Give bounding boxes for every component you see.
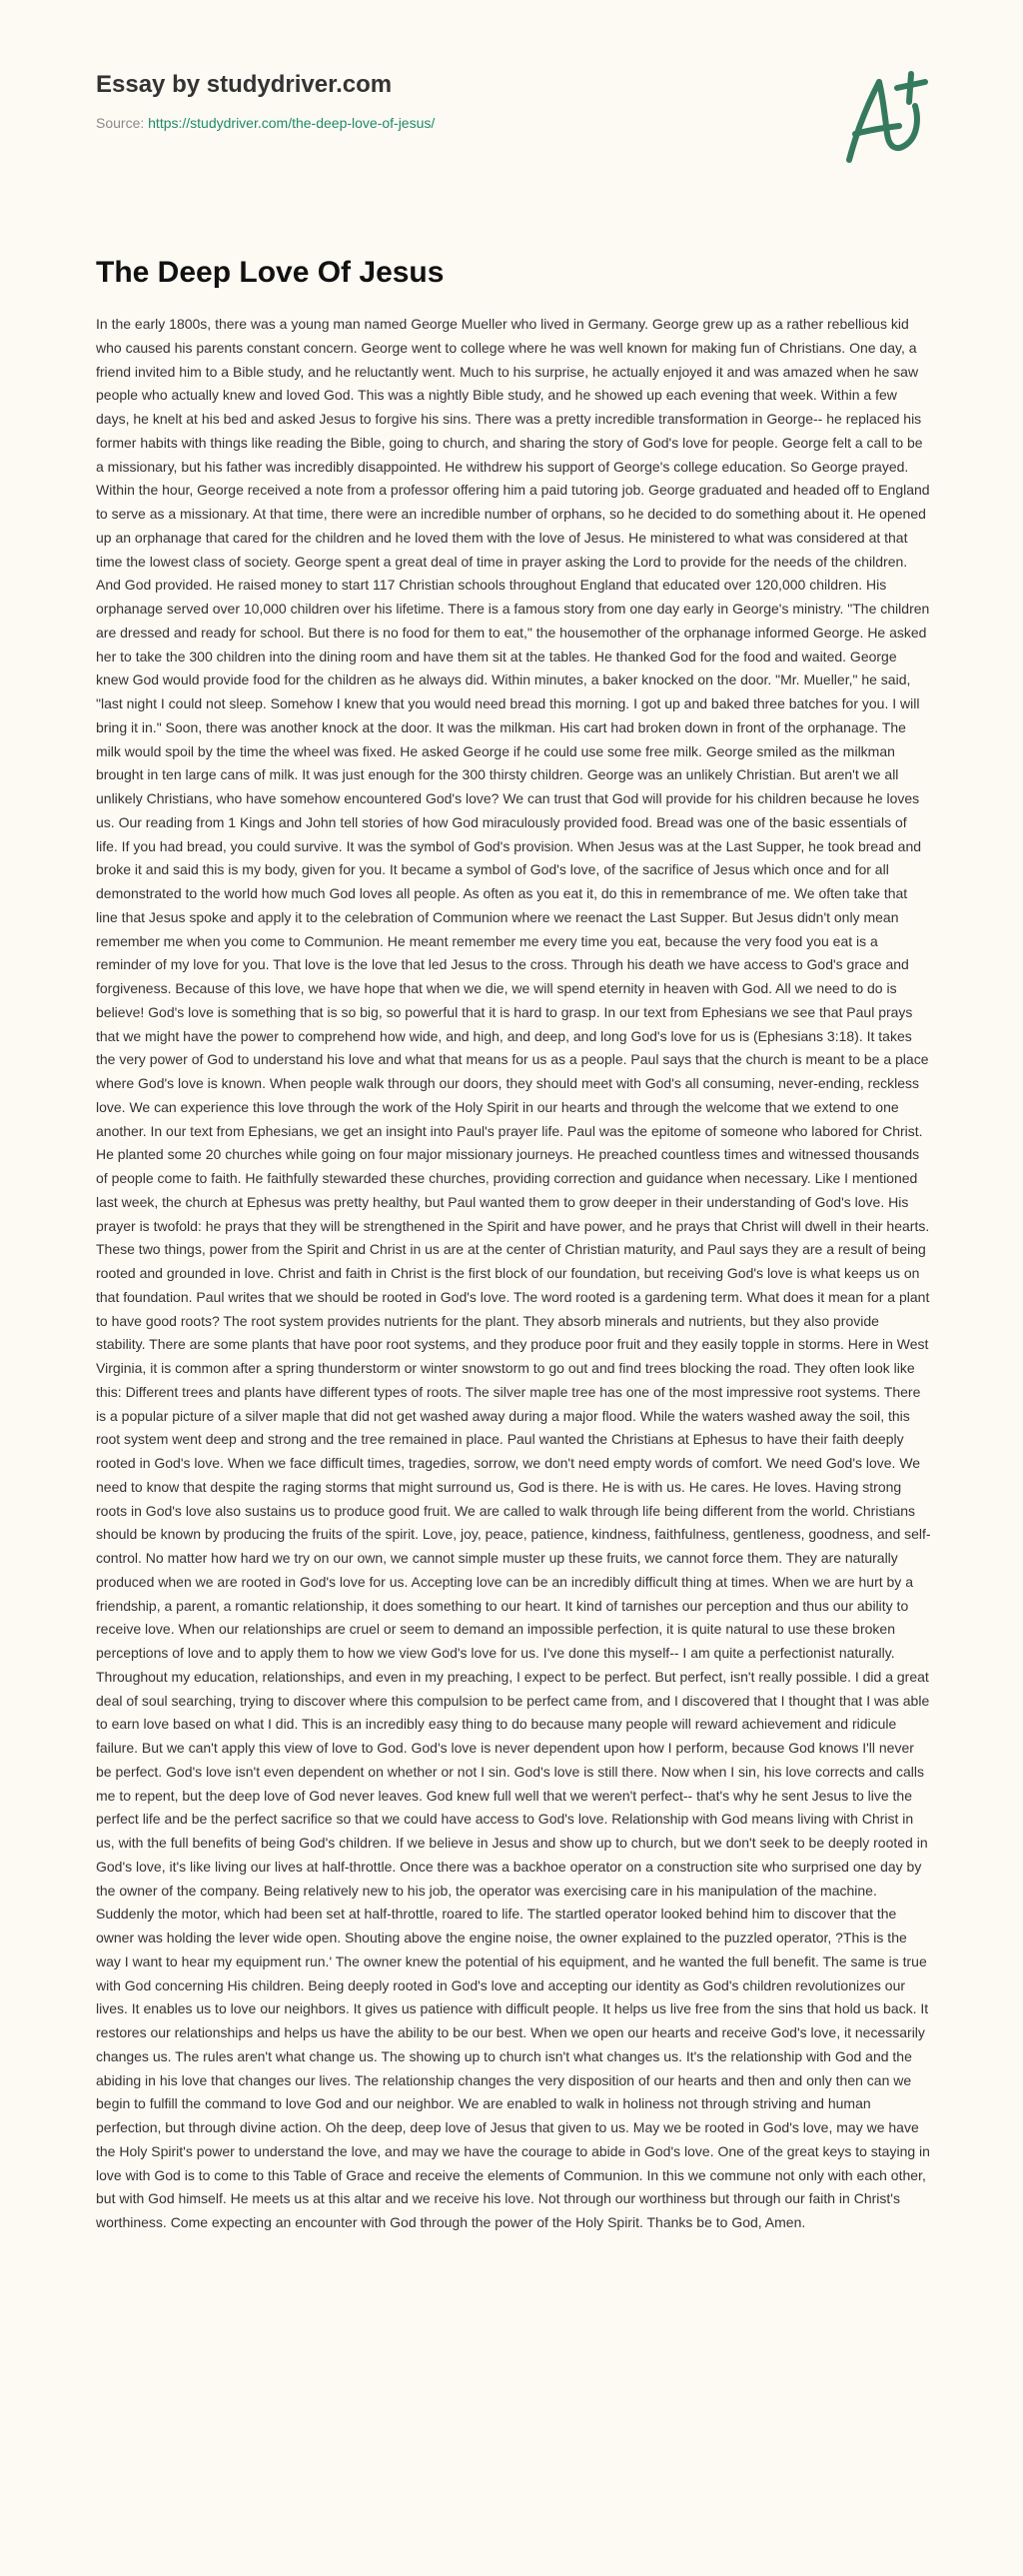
source-link[interactable]: https://studydriver.com/the-deep-love-of-jesus/ — [148, 115, 436, 131]
page-header — [96, 70, 925, 132]
essay-title: The Deep Love Of Jesus — [96, 256, 445, 289]
brand-title: Essay by studydriver.com — [96, 71, 393, 98]
essay-body: In the early 1800s, there was a young man named George Mueller who lived in Germany. George grew up as a rather rebellious kid who caused his parents constant concern. George went to college where he was well known for making fun of Christians. One day, a friend invited him to a Bible study, and he reluctantly went. Much to his surprise, he actually enjoyed it and was amazed when he saw people who actually knew and loved God. This was a nightly Bible study, and he showed up each evening that week. Within a few days, he knelt at his bed and asked Jesus to forgive his sins. There was a pretty incredible transformation in George-- he replaced his former habits with things like reading the Bible, going to church, and sharing the story of God's love for people. George felt a call to be a missionary, but his father was incredibly disappointed. He withdrew his support of George's college education. So George prayed. Within the hour, George received a note from a professor offering him a paid tutoring job. George graduated and headed off to England to serve as a missionary. At that time, there were an incredible number of orphans, so he decided to do something about it. He opened up an orphanage that cared for the children and he loved them with the love of Jesus. He ministered to what was considered at that time the lowest class of society. George spent a great deal of time in prayer asking the Lord to provide for the needs of the children. And God provided. He raised money to start 117 Christian schools throughout England that educated over 120,000 children. His orphanage served over 10,000 children over his lifetime. There is a famous story from one day early in George's ministry. "The children are dressed and ready for school. But there is no food for them to eat," the housemother of the orphanage informed George. He asked her to take the 300 children into the dining room and have them sit at the tables. He thanked God for the food and waited. George knew God would provide food for the children as he always did. Within minutes, a baker knocked on the door. "Mr. Mueller," he said, "last night I could not sleep. Somehow I knew that you would need bread this morning. I got up and baked three batches for you. I will bring it in." Soon, there was another knock at the door. It was the milkman. His cart had broken down in front of the orphanage. The milk would spoil by the time the wheel was fixed. He asked George if he could use some free milk. George smiled as the milkman brought in ten large cans of milk. It was just enough for the 300 thirsty children. George was an unlikely Christian. But aren't we all unlikely Christians, who have somehow encountered God's love? We can trust that God will provide for his children because he loves us. Our reading from 1 Kings and John tell stories of how God miraculously provided food. Bread was one of the basic essentials of life. If you had bread, you could survive. It was the symbol of God's provision. When Jesus was at the Last Supper, he took bread and broke it and said this is my body, given for you. It became a symbol of God's love, of the sacrifice of Jesus which once and for all demonstrated to the world how much God loves all people. As often as you eat it, do this in remembrance of me. We often take that line that Jesus spoke and apply it to the celebration of Communion where we reenact the Last Supper. But Jesus didn't only mean remember me when you come to Communion. He meant remember me every time you eat, because the very food you eat is a reminder of my love for you. That love is the love that led Jesus to the cross. Through his death we have access to God's grace and forgiveness. Because of this love, we have hope that when we die, we will spend eternity in heaven with God. All we need to do is believe! God's love is something that is so big, so powerful that it is hard to grasp. In our text from Ephesians we see that Paul prays that we might have the power to comprehend how wide, and high, and deep, and long God's love for us is (Ephesians 3:18). It takes the very power of God to understand his love and what that means for us as a people. Paul says that the church is meant to be a place where God's love is known. When people walk through our doors, they should meet with God's all consuming, never-ending, reckless love. We can experience this love through the work of the Holy Spirit in our hearts and through the welcome that we extend to one another. In our text from Ephesians, we get an insight into Paul's prayer life. Paul was the epitome of someone who labored for Christ. He planted some 20 churches while going on four major missionary journeys. He preached countless times and witnessed thousands of people come to faith. He faithfully stewarded these churches, providing correction and guidance when necessary. Like I mentioned last week, the church at Ephesus was pretty healthy, but Paul wanted them to grow deeper in their understanding of God's love. His prayer is twofold: he prays that they will be strengthened in the Spirit and have power, and he prays that Christ will dwell in their hearts. These two things, power from the Spirit and Christ in us are at the center of Christian maturity, and Paul says they are a result of being rooted and grounded in love. Christ and faith in Christ is the first block of our foundation, but receiving God's love is what keeps us on that foundation. Paul writes that we should be rooted in God's love. The word rooted is a gardening term. What does it mean for a plant to have good roots? The root system provides nutrients for the plant. They absorb minerals and nutrients, but they also provide stability. There are some plants that have poor root systems, and they produce poor fruit and they easily topple in storms. Here in West Virginia, it is common after a spring thunderstorm or winter snowstorm to go out and find trees blocking the road. They often look like this: Different trees and plants have different types of roots. The silver maple tree has one of the most impressive root systems. There is a popular picture of a silver maple that did not get washed away during a major flood. While the waters washed away the soil, this root system went deep and strong and the tree remained in place. Paul wanted the Christians at Ephesus to have their faith deeply rooted in God's love. When we face difficult times, tragedies, sorrow, we don't need empty words of comfort. We need God's love. We need to know that despite the raging storms that might surround us, God is there. He is with us. He cares. He loves. Having strong roots in God's love also sustains us to produce good fruit. We are called to walk through life being different from the world. Christians should be known by producing the fruits of the spirit. Love, joy, peace, patience, kindness, faithfulness, gentleness, goodness, and self-control. No matter how hard we try on our own, we cannot simple muster up these fruits, we cannot force them. They are naturally produced when we are rooted in God's love for us. Accepting love can be an incredibly difficult thing at times. When we are hurt by a friendship, a parent, a romantic relationship, it does something to our heart. It kind of tarnishes our perception and thus our ability to receive love. When our relationships are cruel or seem to demand an impossible perfection, it is quite natural to use these broken perceptions of love and to apply them to how we view God's love for us. I've done this myself-- I am quite a perfectionist naturally. Throughout my education, relationships, and even in my preaching, I expect to be perfect. But perfect, isn't really possible. I did a great deal of soul searching, trying to discover where this compulsion to be perfect came from, and I discovered that I thought that I was able to earn love based on what I did. This is an incredibly easy thing to do because many people will reward achievement and ridicule failure. But we can't apply this view of love to God. God's love is never dependent upon how I perform, because God knows I'll never be perfect. God's love isn't even dependent on whether or not I sin. God's love is still there. Now when I sin, his love corrects and calls me to repent, but the deep love of God never leaves. God knew full well that we weren't perfect-- that's why he sent Jesus to live the perfect life and be the perfect sacrifice so that we could have access to God's love. Relationship with God means living with Christ in us, with the full benefits of being God's children. If we believe in Jesus and show up to church, but we don't seek to be deeply rooted in God's love, it's like living our lives at half-throttle. Once there was a backhoe operator on a construction site who surprised one day by the owner of the company. Being relatively new to his job, the operator was exercising care in his manipulation of the machine. Suddenly the motor, which had been set at half-throttle, roared to life. The startled operator looked behind him to discover that the owner was holding the lever wide open. Shouting above the engine noise, the owner explained to the puzzled operator, ?This is the way I want to hear my equipment run.' The owner knew the potential of his equipment, and he wanted the full benefit. The same is true with God concerning His children. Being deeply rooted in God's love and accepting our identity as God's children revolutionizes our lives. It enables us to love our neighbors. It gives us patience with difficult people. It helps us live free from the sins that hold us back. It restores our relationships and helps us have the ability to be our best. When we open our hearts and receive God's love, it necessarily changes us. The rules aren't what change us. The showing up to church isn't what changes us. It's the relationship with God and the abiding in his love that changes our lives. The relationship changes the very disposition of our hearts and then and only then can we begin to fulfill the command to love God and our neighbor. We are enabled to walk in holiness not through striving and human perfection, but through divine action. Oh the deep, deep love of Jesus that given to us. May we be rooted in God's love, may we have the Holy Spirit's power to understand the love, and may we have the courage to abide in God's love. One of the great keys to staying in love with God is to come to this Table of Grace and receive the elements of Communion. In this we commune not only with each other, but with God himself. He meets us at this altar and we receive his love. Not through our worthiness but through our faith in Christ's worthiness. Come expecting an encounter with God through the power of the Holy Spirit. Thanks be to God, Amen. — [96, 316, 931, 2230]
source-label: Source: — [96, 115, 145, 131]
source-line — [96, 114, 925, 132]
a-plus-grade-icon — [821, 68, 931, 168]
